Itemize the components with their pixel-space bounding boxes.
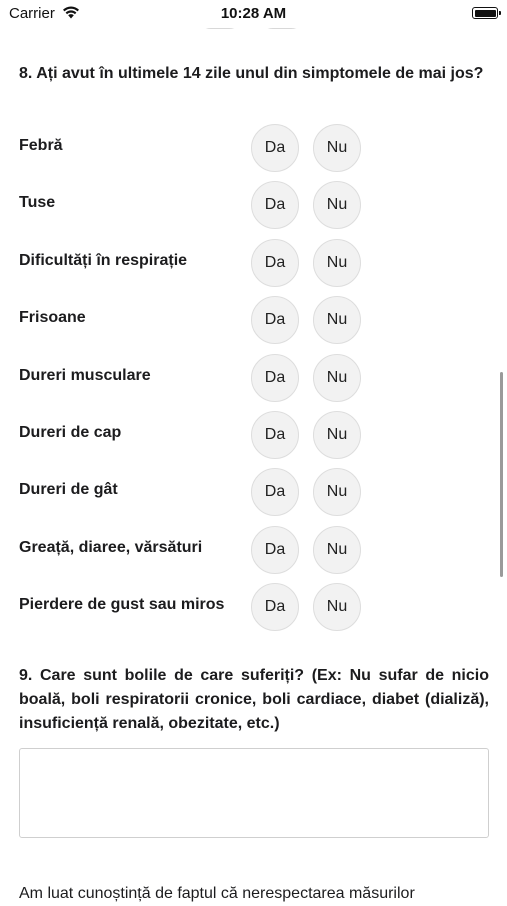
yes-option-button[interactable]: Da xyxy=(251,296,299,344)
question-8-title: 8. Ați avut în ultimele 14 zile unul din simptomele de mai jos? xyxy=(19,65,484,82)
symptom-label: Greață, diaree, vărsături xyxy=(19,539,203,556)
consent-text: Am luat cunoștință de faptul că nerespectarea măsurilor xyxy=(19,885,415,902)
no-option-button[interactable]: Nu xyxy=(313,583,361,631)
symptom-row xyxy=(0,582,507,634)
symptom-label: Tuse xyxy=(19,194,56,211)
yes-option-button[interactable]: Da xyxy=(251,239,299,287)
symptom-label: Dificultăți în respirație xyxy=(19,252,188,269)
status-bar xyxy=(0,0,507,28)
symptom-row xyxy=(0,467,507,519)
symptom-row xyxy=(0,123,507,175)
yes-option-button[interactable]: Da xyxy=(251,583,299,631)
yes-option-button[interactable]: Da xyxy=(251,354,299,402)
question-9-title: 9. Care sunt bolile de care suferiți? (Ex: Nu sufar de nicio boală, boli respiratorii cronice, boli cardiace, diabet (dializă), insuficiență renală, obezitate, etc.) xyxy=(19,667,489,732)
symptom-label: Pierdere de gust sau miros xyxy=(19,596,225,613)
yes-option-button[interactable]: Da xyxy=(251,181,299,229)
no-option-button[interactable]: Nu xyxy=(313,296,361,344)
yes-option-button[interactable]: Da xyxy=(251,124,299,172)
symptom-row xyxy=(0,410,507,462)
symptom-label: Frisoane xyxy=(19,309,86,326)
symptom-row xyxy=(0,238,507,290)
clock: 10:28 AM xyxy=(220,5,287,22)
symptom-label: Dureri musculare xyxy=(19,367,151,384)
no-option-button[interactable]: Nu xyxy=(313,354,361,402)
symptom-row xyxy=(0,353,507,405)
symptom-label: Dureri de gât xyxy=(19,481,118,498)
yes-option-button[interactable]: Da xyxy=(251,468,299,516)
symptom-row xyxy=(0,295,507,347)
symptom-label: Dureri de cap xyxy=(19,424,122,441)
battery-icon xyxy=(472,7,498,19)
no-option-button[interactable]: Nu xyxy=(313,124,361,172)
symptom-label: Febră xyxy=(19,137,63,154)
yes-option-button[interactable]: Da xyxy=(251,411,299,459)
no-option-button[interactable]: Nu xyxy=(313,468,361,516)
diseases-textarea[interactable] xyxy=(19,748,489,838)
carrier-label: Carrier xyxy=(9,5,55,22)
no-option-button[interactable]: Nu xyxy=(313,181,361,229)
no-option-button[interactable]: Nu xyxy=(313,411,361,459)
symptom-row xyxy=(0,180,507,232)
scrollbar[interactable] xyxy=(500,372,503,577)
symptom-row xyxy=(0,525,507,577)
no-option-button[interactable]: Nu xyxy=(313,239,361,287)
yes-option-button[interactable]: Da xyxy=(251,526,299,574)
no-option-button[interactable]: Nu xyxy=(313,526,361,574)
